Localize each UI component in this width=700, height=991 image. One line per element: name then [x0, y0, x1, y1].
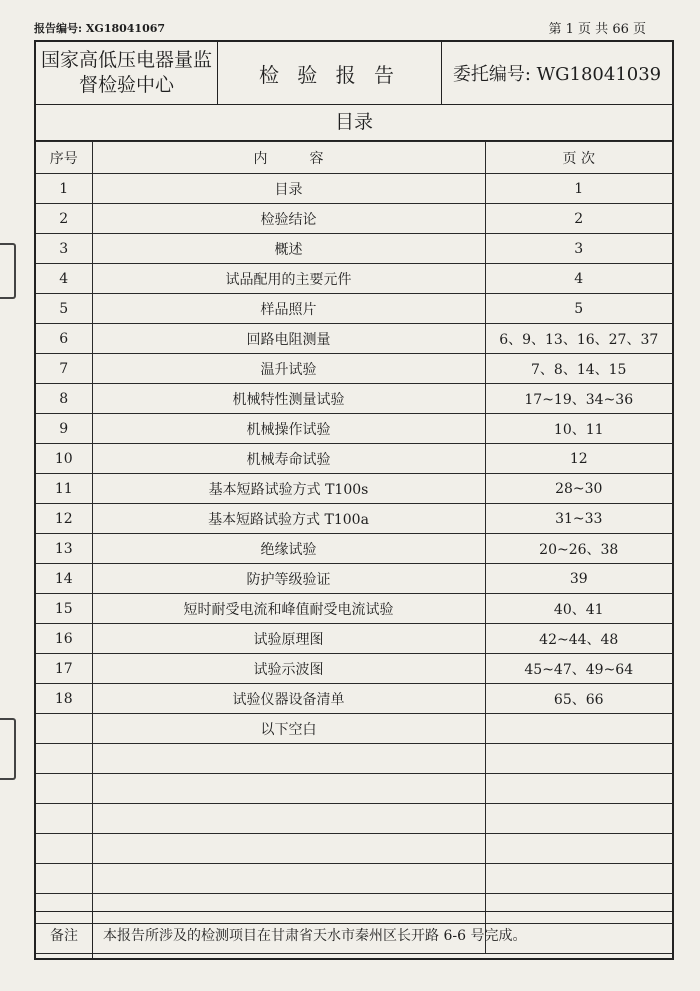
table-row [36, 534, 672, 564]
row-pages: 1 [485, 174, 672, 204]
row-number: 2 [36, 204, 92, 234]
row-content: 机械操作试验 [92, 414, 485, 444]
table-row [36, 204, 672, 234]
table-row [36, 414, 672, 444]
row-content: 温升试验 [92, 354, 485, 384]
table-row [36, 654, 672, 684]
table-row [36, 474, 672, 504]
row-number: 1 [36, 174, 92, 204]
empty-cell [485, 864, 672, 894]
table-row [36, 624, 672, 654]
table-row [36, 714, 672, 744]
table-row [36, 384, 672, 414]
empty-cell [36, 744, 92, 774]
row-pages: 65、66 [485, 684, 672, 714]
table-row [36, 594, 672, 624]
binder-clip-icon [0, 243, 16, 299]
row-number: 4 [36, 264, 92, 294]
row-number: 10 [36, 444, 92, 474]
row-content: 机械寿命试验 [92, 444, 485, 474]
row-content: 机械特性测量试验 [92, 384, 485, 414]
row-pages: 39 [485, 564, 672, 594]
table-row [36, 504, 672, 534]
empty-cell [36, 834, 92, 864]
empty-row [36, 774, 672, 804]
remarks-row [36, 911, 672, 958]
row-number: 9 [36, 414, 92, 444]
empty-row [36, 834, 672, 864]
empty-cell [36, 864, 92, 894]
empty-row [36, 804, 672, 834]
remarks-text: 本报告所涉及的检测项目在甘肃省天水市秦州区长开路 6-6 号完成。 [103, 928, 527, 944]
row-pages: 31~33 [485, 504, 672, 534]
table-row [36, 324, 672, 354]
empty-cell [36, 804, 92, 834]
row-pages: 10、11 [485, 414, 672, 444]
report-top-meta [34, 16, 666, 38]
toc-table [36, 141, 672, 954]
row-content: 绝缘试验 [92, 534, 485, 564]
row-pages: 42~44、48 [485, 624, 672, 654]
row-pages: 45~47、49~64 [485, 654, 672, 684]
row-content: 回路电阻测量 [92, 324, 485, 354]
row-number: 11 [36, 474, 92, 504]
row-number: 8 [36, 384, 92, 414]
table-row [36, 564, 672, 594]
row-pages: 6、9、13、16、27、37 [485, 324, 672, 354]
empty-cell [485, 774, 672, 804]
table-row [36, 684, 672, 714]
table-row [36, 264, 672, 294]
row-number: 18 [36, 684, 92, 714]
page-indicator: 第 1 页 共 66 页 [548, 22, 646, 37]
org-name: 国家高低压电器量监督检验中心 [36, 42, 218, 104]
row-number: 5 [36, 294, 92, 324]
table-row [36, 354, 672, 384]
empty-row [36, 744, 672, 774]
row-content: 目录 [92, 174, 485, 204]
row-number: 17 [36, 654, 92, 684]
empty-cell [485, 834, 672, 864]
commission-number: 委托编号: WG18041039 [452, 64, 662, 85]
table-row [36, 444, 672, 474]
remarks-label: 备注 [36, 912, 93, 958]
row-number: 6 [36, 324, 92, 354]
table-row [36, 294, 672, 324]
row-number: 3 [36, 234, 92, 264]
empty-cell [92, 744, 485, 774]
table-row [36, 174, 672, 204]
report-header [36, 42, 672, 105]
empty-cell [92, 834, 485, 864]
row-pages: 4 [485, 264, 672, 294]
row-number: 12 [36, 504, 92, 534]
empty-cell [36, 774, 92, 804]
row-pages [485, 714, 672, 744]
row-content: 基本短路试验方式 T100s [92, 474, 485, 504]
row-pages: 12 [485, 444, 672, 474]
row-content: 以下空白 [92, 714, 485, 744]
empty-row [36, 864, 672, 894]
row-content: 试品配用的主要元件 [92, 264, 485, 294]
row-content: 基本短路试验方式 T100a [92, 504, 485, 534]
row-content: 短时耐受电流和峰值耐受电流试验 [92, 594, 485, 624]
row-pages: 3 [485, 234, 672, 264]
report-sheet [34, 40, 674, 960]
table-row [36, 234, 672, 264]
row-number: 14 [36, 564, 92, 594]
report-number: 报告编号: XG18041067 [34, 22, 166, 35]
row-content: 检验结论 [92, 204, 485, 234]
toc-header-row [36, 142, 672, 174]
report-title: 检 验 报 告 [218, 42, 442, 104]
row-pages: 40、41 [485, 594, 672, 624]
row-number [36, 714, 92, 744]
row-pages: 5 [485, 294, 672, 324]
row-pages: 7、8、14、15 [485, 354, 672, 384]
row-number: 16 [36, 624, 92, 654]
column-header-pages: 页 次 [485, 142, 672, 174]
row-pages: 20~26、38 [485, 534, 672, 564]
row-pages: 2 [485, 204, 672, 234]
row-number: 13 [36, 534, 92, 564]
column-header-no: 序号 [36, 142, 92, 174]
row-content: 概述 [92, 234, 485, 264]
toc-body [36, 174, 672, 954]
binder-clip-icon [0, 718, 16, 780]
row-content: 试验示波图 [92, 654, 485, 684]
row-pages: 17~19、34~36 [485, 384, 672, 414]
column-header-content: 内 容 [92, 142, 485, 174]
row-content: 样品照片 [92, 294, 485, 324]
empty-cell [92, 804, 485, 834]
empty-cell [92, 774, 485, 804]
row-number: 15 [36, 594, 92, 624]
row-content: 防护等级验证 [92, 564, 485, 594]
row-content: 试验原理图 [92, 624, 485, 654]
toc-title: 目录 [36, 105, 672, 141]
empty-cell [485, 744, 672, 774]
empty-cell [485, 804, 672, 834]
empty-cell [92, 864, 485, 894]
row-content: 试验仪器设备清单 [92, 684, 485, 714]
row-number: 7 [36, 354, 92, 384]
row-pages: 28~30 [485, 474, 672, 504]
